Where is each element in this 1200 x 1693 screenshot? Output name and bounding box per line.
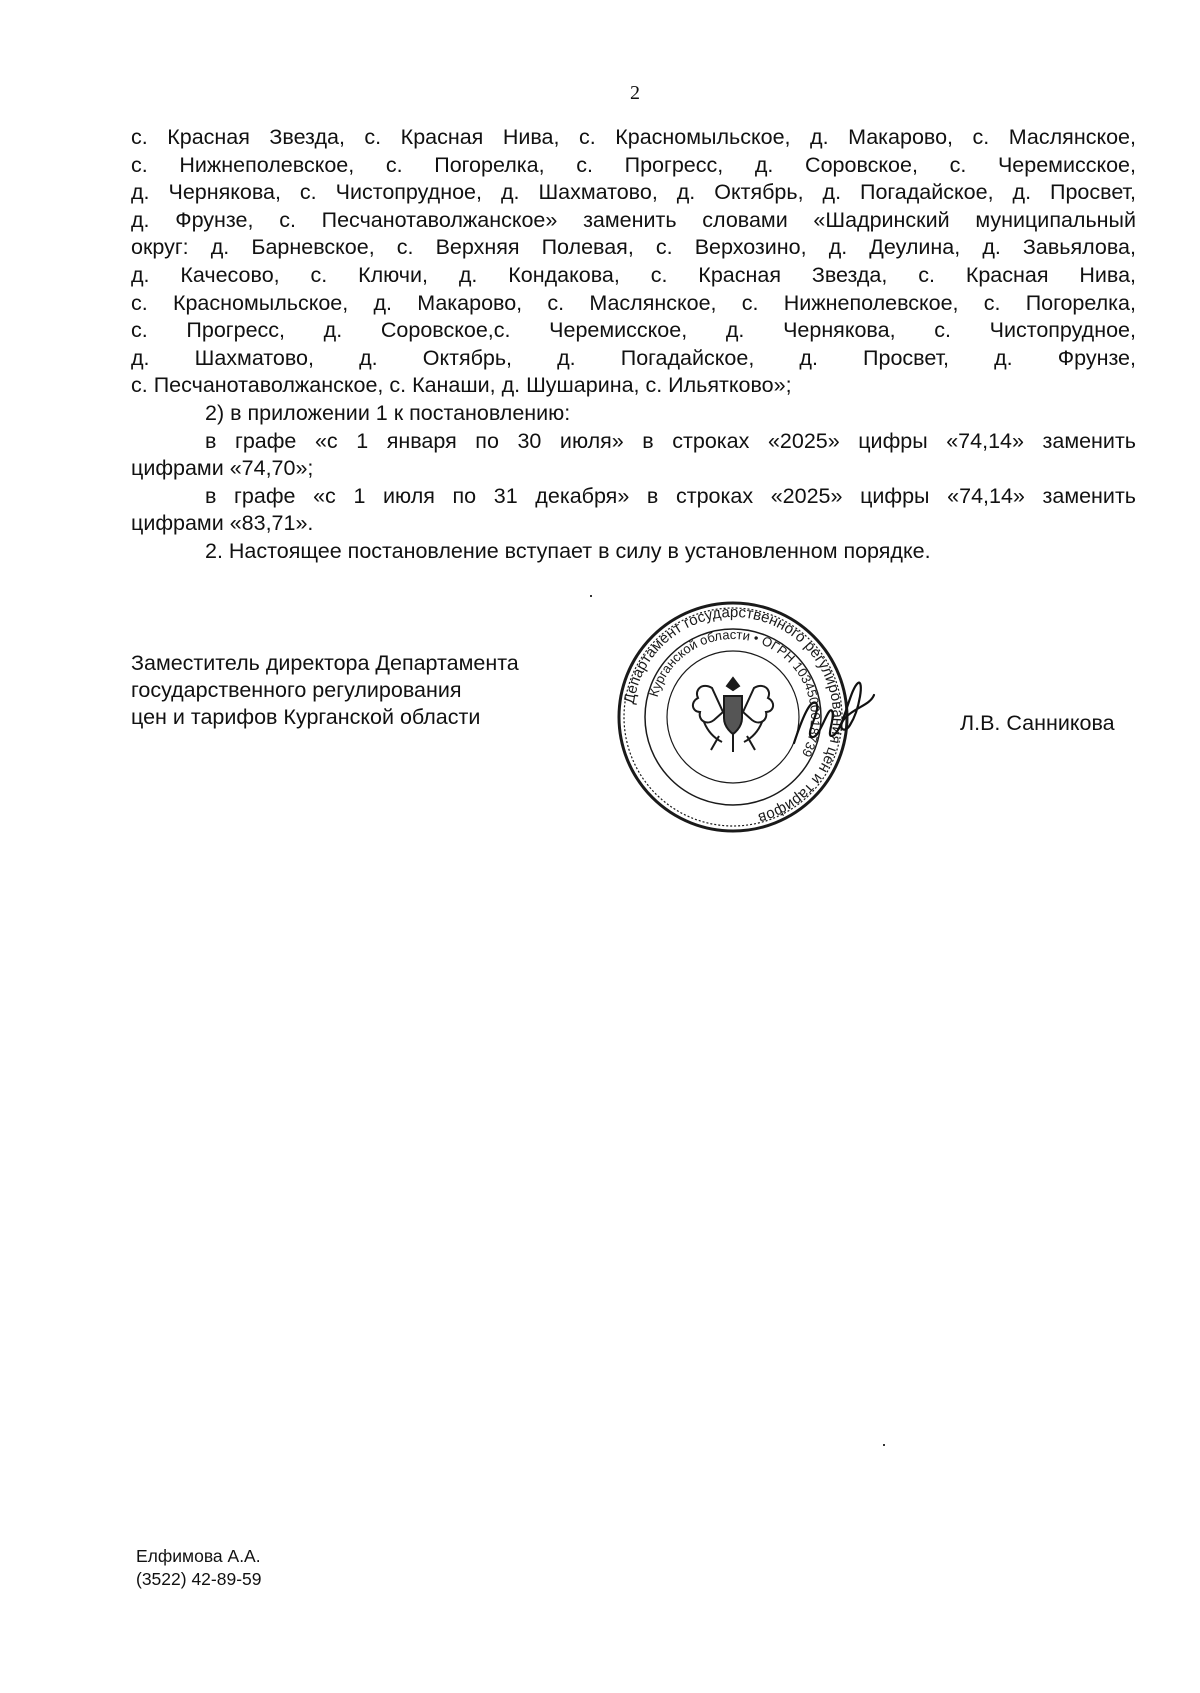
item2-intro: 2) в приложении 1 к постановлению: (205, 400, 571, 425)
body-line: д. Чернякова, с. Чистопрудное, д. Шахматово, д. Октябрь, д. Погадайское, д. Просвет, (131, 180, 1136, 205)
body-line: с. Прогресс, д. Соровское,с. Черемисское, д. Чернякова, с. Чистопрудное, (131, 318, 1136, 343)
body-line: д. Шахматово, д. Октябрь, д. Погадайское, д. Просвет, д. Фрунзе, (131, 345, 1136, 370)
body-line: с. Красная Звезда, с. Красная Нива, с. Красномыльское, д. Макарово, с. Маслянское, (131, 125, 1136, 149)
scan-speck (883, 1444, 885, 1446)
signer-title-line: Заместитель директора Департамента (131, 651, 519, 675)
body-line: д. Качесово, с. Ключи, д. Кондакова, с. Красная Звезда, с. Красная Нива, (131, 262, 1136, 287)
clause-2: 2. Настоящее постановление вступает в силу в установленном порядке. (205, 538, 931, 563)
paragraph-january-line1: в графе «с 1 января по 30 июля» в строках «2025» цифры «74,14» заменить (205, 428, 1136, 453)
scan-speck (590, 595, 592, 597)
document-body (131, 124, 1136, 566)
executor-name: Елфимова А.А. (136, 1546, 261, 1566)
executor-info (136, 1545, 262, 1591)
double-headed-eagle-icon (693, 678, 773, 752)
signer-name: Л.В. Санникова (960, 711, 1115, 735)
stamp-outer-text: Департамент государственного регулирования цен и тарифов (620, 603, 847, 827)
body-line: с. Нижнеполевское, с. Погорелка, с. Прогресс, д. Соровское, с. Черемисское, (131, 152, 1136, 177)
page-number: 2 (630, 82, 640, 104)
body-line: округ: д. Барневское, с. Верхняя Полевая, с. Верхозино, д. Деулина, д. Завьялова, (131, 235, 1136, 260)
paragraph-january-line2: цифрами «74,70»; (131, 456, 314, 481)
signer-title (131, 650, 519, 731)
signer-title-line: цен и тарифов Курганской области (131, 705, 481, 729)
signer-title-line: государственного регулирования (131, 678, 462, 702)
stamp-inner-text: Курганской области • ОГРН 1034500018739 (645, 626, 824, 760)
body-line: с. Красномыльское, д. Макарово, с. Маслянское, с. Нижнеполевское, с. Погорелка, (131, 290, 1136, 315)
paragraph-july-line2: цифрами «83,71». (131, 511, 314, 536)
body-line: д. Фрунзе, с. Песчанотаволжанское» заменить словами «Шадринский муниципальный (131, 207, 1136, 232)
executor-phone: (3522) 42-89-59 (136, 1569, 262, 1589)
paragraph-july-line1: в графе «с 1 июля по 31 декабря» в строках «2025» цифры «74,14» заменить (205, 483, 1136, 508)
signature-icon (780, 665, 880, 765)
body-line: с. Песчанотаволжанское, с. Канаши, д. Шушарина, с. Ильятково»; (131, 373, 792, 398)
